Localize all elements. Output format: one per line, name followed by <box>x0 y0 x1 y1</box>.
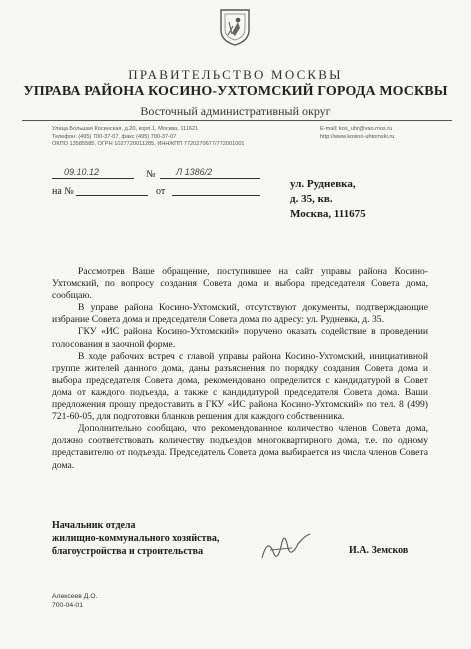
executor-block <box>52 592 97 610</box>
email-text: E-mail: kos_uhr@vao.mos.ru <box>320 126 393 132</box>
date-underline <box>52 178 134 179</box>
contact-online <box>320 126 394 141</box>
paragraph: ГКУ «ИС района Косино-Ухтомский» поручено оказать содействие в проведении голосования в заочной форме. <box>52 326 428 350</box>
uprava-title: УПРАВА РАЙОНА КОСИНО-УХТОМСКИЙ ГОРОДА МОСКВЫ <box>23 84 448 99</box>
paragraph: Дополнительно сообщаю, что рекомендованное количество членов Совета дома, должно соответствовать количеству подъездов многоквартирного дома, т.е. по одному представителю от подъезда. Председатель Совета дома выбирается из числа членов Совета дома. <box>52 423 428 471</box>
paragraph: В ходе рабочих встреч с главой управы района Косино-Ухтомский, инициативной группе жителей данного дома, даны разъяснения по порядку создания Совета дома и выбора председателя Совета дома, рекомендовано определится с кандидатурой в Совет дома от каждого подъезда, а также с кандидатурой председателя Совета дома. Ваши предложения прошу предоставить в ГКУ «ИС района Косино-Ухтомский» по тел. 8 (499) 721-60-05, для подготовки бланков решения для каждого собственника. <box>52 350 428 423</box>
signatory-line: благоустройства и строительства <box>52 546 204 557</box>
signatory-title <box>52 519 219 558</box>
ot-underline <box>172 195 260 196</box>
na-label: на № <box>52 186 74 197</box>
codes-text: ОКПО 13585585, ОГРН 1027720011285, ИНН/КПП 7720270677/772001001 <box>52 141 245 148</box>
ot-label: от <box>156 186 166 197</box>
signatory-line: Начальник отдела <box>52 520 136 531</box>
phone-text: Телефон: (495) 700-37-07, факс (495) 700-37-07 <box>52 133 177 140</box>
handwritten-signature <box>258 528 318 566</box>
paragraph: Рассмотрев Ваше обращение, поступившее на сайт управы района Косино-Ухтомский, по вопросу создания Совета дома и выбора председателя Совета дома, сообщаю. <box>52 266 428 302</box>
signatory-line: жилищно-коммунального хозяйства, <box>52 533 220 544</box>
reference-number: Л 1386/2 <box>176 167 213 177</box>
recipient-city: Москва, 111675 <box>290 208 366 220</box>
government-title: ПРАВИТЕЛЬСТВО МОСКВЫ <box>128 67 343 82</box>
contact-block <box>52 126 245 149</box>
recipient-house: д. 35, кв. <box>290 193 333 205</box>
address-text: Улица Большая Косинская, д.20, корп.1, Москва, 111621 <box>52 126 199 132</box>
recipient-address <box>290 177 366 222</box>
website-text: http://www.kosino-uhtomski.ru <box>320 133 395 140</box>
number-label: № <box>146 169 156 180</box>
paragraph: В управе района Косино-Ухтомский, отсутствуют документы, подтверждающие избрание Совета дома и председателя Совета дома по адресу: ул. Рудневка, д. 35. <box>52 302 428 326</box>
moscow-coat-of-arms-icon <box>219 8 251 46</box>
signatory-name: И.А. Земсков <box>349 545 409 556</box>
reference-date: 09.10.12 <box>64 167 100 177</box>
letter-body <box>52 266 428 472</box>
recipient-street: ул. Рудневка, <box>290 178 356 190</box>
executor-phone: 700-04-01 <box>52 602 83 609</box>
na-underline <box>76 195 148 196</box>
number-underline <box>160 178 260 179</box>
okrug-subtitle: Восточный административный округ <box>140 104 331 118</box>
header-divider <box>22 120 452 121</box>
executor-name: Алексеев Д.О. <box>52 593 98 600</box>
